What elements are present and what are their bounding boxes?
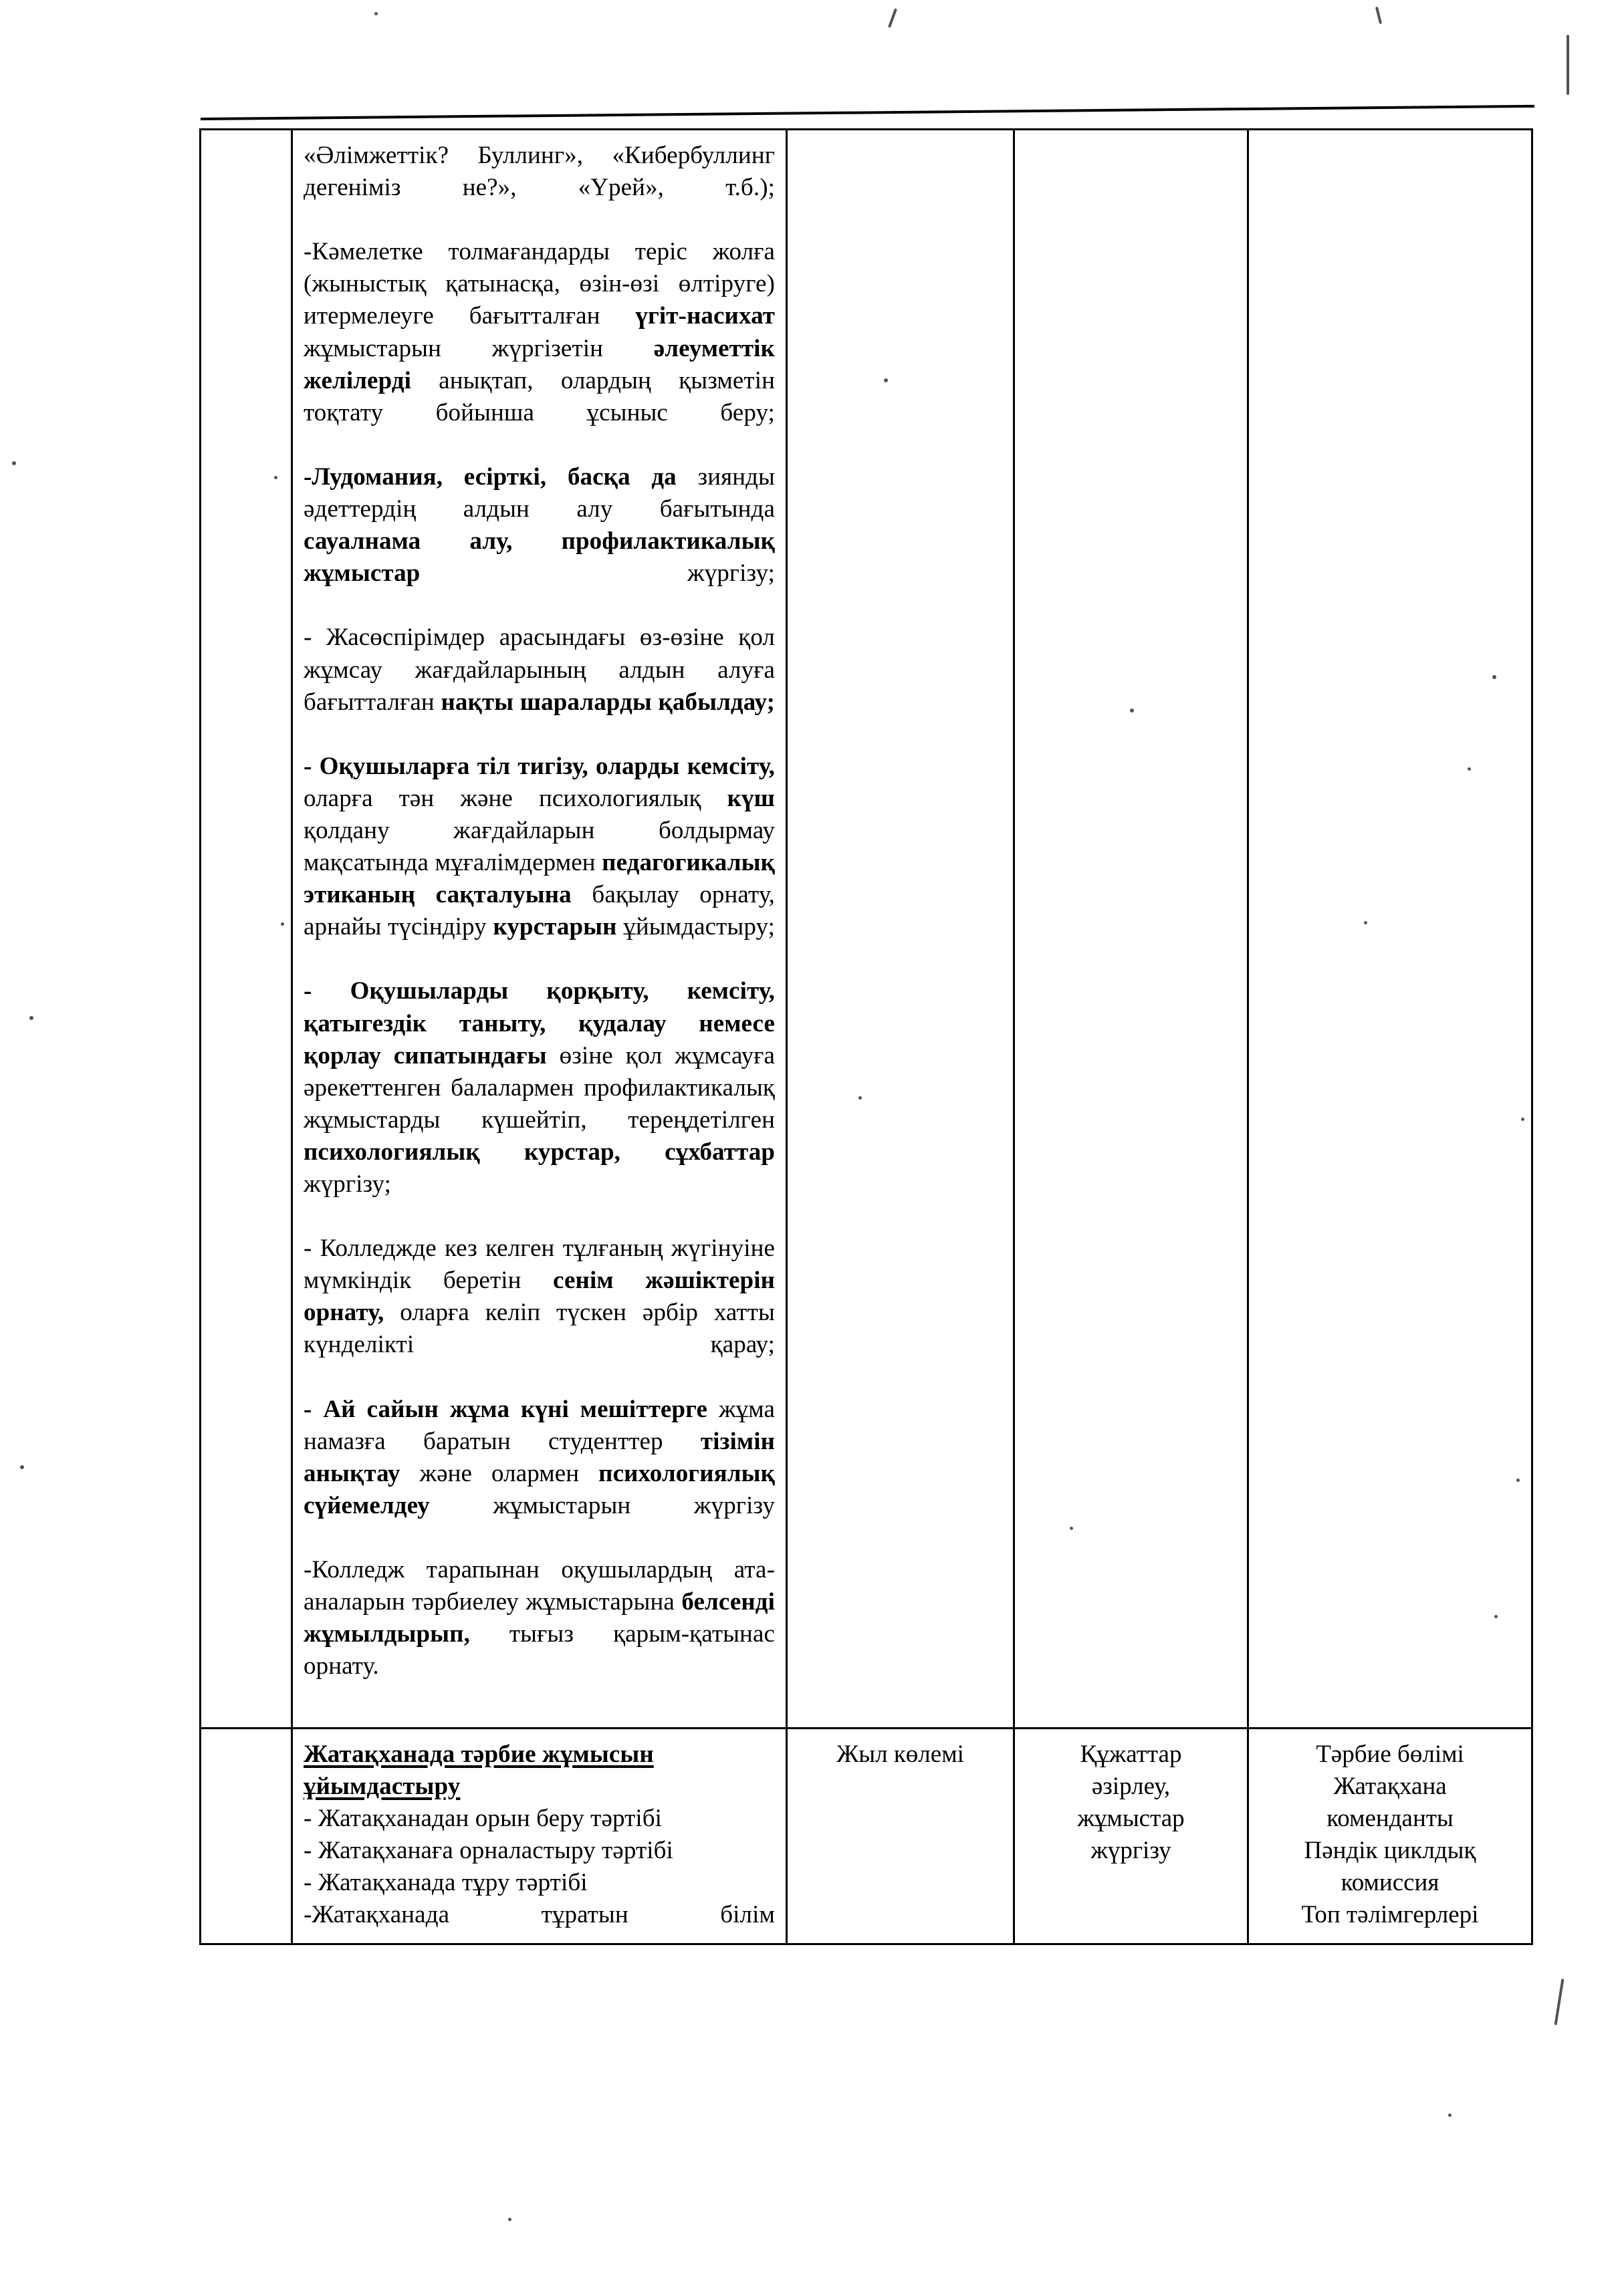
activity-paragraph (304, 461, 775, 622)
responsible-line: Пәндік циклдық (1304, 1836, 1476, 1864)
activity-paragraph (304, 1233, 775, 1393)
scan-speck (12, 461, 16, 465)
deadline-text: Жыл көлемі (836, 1740, 964, 1768)
cell-activities (292, 1728, 787, 1944)
emphasis-run: тізімін анықтау (304, 1427, 775, 1487)
cell-responsible (1248, 130, 1532, 1729)
scan-speck (508, 2218, 511, 2221)
dormitory-last-line: -Жатақханада тұратын білім (304, 1901, 775, 1929)
text-run: өзіне қол жұмсауға әрекеттенген балалармен профилактикалық жұмыстарды күшейтіп, тереңдетілген (304, 1041, 775, 1134)
activity-paragraph (304, 140, 775, 236)
responsible-line: комиссия (1341, 1868, 1439, 1896)
dormitory-heading: Жатақханада тәрбие жұмысын ұйымдастыру (304, 1740, 654, 1800)
text-run: бақылау орнату, арнайы түсіндіру (304, 881, 776, 941)
cell-deadline (787, 1728, 1014, 1944)
emphasis-run: белсенді жұмылдырып, (304, 1588, 775, 1648)
result-line: жұмыстар (1077, 1804, 1185, 1832)
emphasis-run: әлеуметтік желілерді (304, 334, 775, 394)
activity-paragraph (304, 975, 775, 1233)
responsible-line: Тәрбие бөлімі (1316, 1740, 1464, 1768)
emphasis-run: сенім жәшіктерін орнату, (304, 1267, 775, 1327)
text-run: қолдану жағдайларын болдырмау мақсатында мұғалімдермен (304, 816, 775, 877)
cell-result (1014, 130, 1248, 1729)
activity-paragraph (304, 622, 775, 750)
cell-result (1014, 1728, 1248, 1944)
text-run: -Кәмелетке толмағандарды теріс жолға (жыныстық қатынасқа, өзін-өзі өлтіруге) итермелеуге бағытталған (304, 238, 775, 330)
work-plan-table (199, 128, 1533, 1945)
scan-speck (888, 8, 897, 28)
cell-deadline (787, 130, 1014, 1729)
activity-paragraph (304, 1554, 775, 1714)
table-row (201, 130, 1532, 1729)
result-line: жүргізу (1090, 1836, 1171, 1864)
text-run: жұмыстарын жүргізу (429, 1491, 775, 1519)
emphasis-run: күш (727, 784, 775, 812)
cell-activities (292, 130, 787, 1729)
text-run: зиянды әдеттердің алдын алу бағытында (304, 463, 775, 523)
emphasis-run: - Оқушыларды қорқыту, кемсіту, қатыгездік таныту, қудалау немесе қорлау сипатындағы (304, 977, 775, 1069)
scan-speck (1567, 35, 1569, 95)
text-run: оларға келіп түскен әрбір хатты күнделікті қарау; (304, 1299, 775, 1359)
scan-speck (374, 12, 378, 15)
dormitory-bullet-list (304, 1803, 775, 1899)
cell-number (201, 130, 292, 1729)
activity-paragraph (304, 1394, 775, 1554)
text-run: жүргізу; (420, 559, 775, 588)
text-run: анықтап, олардың қызметін тоқтату бойынша ұсыныс беру; (304, 366, 775, 426)
list-item: - Жатақханада тұру тәртібі (304, 1868, 588, 1896)
emphasis-run: курстарын (493, 913, 617, 941)
responsible-text (1249, 1729, 1531, 1944)
emphasis-run: - Оқушыларға тіл тигізу, оларды кемсіту, (304, 752, 775, 780)
cell-number (201, 1728, 292, 1944)
text-run: ұйымдастыру; (616, 913, 775, 941)
text-run: оларға тән және психологиялық (304, 784, 727, 812)
scan-speck (1448, 2114, 1452, 2117)
table-row (201, 1728, 1532, 1944)
text-run: жұма намазға баратын студенттер (304, 1395, 775, 1455)
text-run: -Колледж тарапынан оқушылардың ата-аналарын тәрбиелеу жұмыстарына (304, 1556, 775, 1616)
responsible-line: коменданты (1326, 1804, 1454, 1832)
scan-speck (1375, 7, 1382, 24)
emphasis-run: психологиялық сүйемелдеу (304, 1459, 775, 1519)
text-run: жүргізу; (304, 1170, 391, 1198)
list-item: - Жатақханадан орын беру тәртібі (304, 1804, 663, 1832)
activity-paragraph (304, 236, 775, 461)
emphasis-run: психологиялық курстар, сұхбаттар (304, 1138, 775, 1166)
emphasis-run: - Ай сайын жұма күні мешіттерге (304, 1395, 707, 1423)
result-line: Құжаттар (1080, 1740, 1182, 1768)
scan-speck (20, 1465, 24, 1469)
emphasis-run: нақты шараларды қабылдау; (441, 688, 775, 716)
list-item: - Жатақханаға орналастыру тәртібі (304, 1836, 673, 1864)
table-top-rule-scan-skew (201, 105, 1534, 120)
text-run: және олармен (400, 1459, 599, 1487)
activity-paragraph (304, 751, 775, 976)
responsible-line: Топ тәлімгерлері (1301, 1901, 1479, 1929)
text-run: жұмыстарын жүргізетін (304, 334, 654, 362)
text-run: «Әлімжеттік? Буллинг», «Кибербуллинг дегеніміз не?», «Үрей», т.б.); (304, 142, 775, 202)
text-run: - Жасөспірімдер арасындағы өз-өзіне қол жұмсау жағдайларының алдын алуға бағытталған (304, 624, 775, 716)
result-line: әзірлеу, (1091, 1772, 1171, 1800)
emphasis-run: сауалнама алу, профилактикалық жұмыстар (304, 527, 775, 588)
responsible-line: Жатақхана (1333, 1772, 1447, 1800)
scan-speck (1554, 1979, 1565, 2025)
emphasis-run: -Лудомания, есірткі, басқа да (304, 463, 677, 491)
result-text (1015, 1729, 1247, 1879)
scan-speck (29, 1016, 33, 1020)
cell-responsible (1248, 1728, 1532, 1944)
emphasis-run: педагогикалық этиканың сақталуына (304, 849, 775, 909)
text-run: - Колледжде кез келген тұлғаның жүгінуіне мүмкіндік беретін (304, 1235, 775, 1295)
text-run: тығыз қарым-қатынас орнату. (304, 1620, 775, 1680)
emphasis-run: үгіт-насихат (635, 302, 775, 330)
